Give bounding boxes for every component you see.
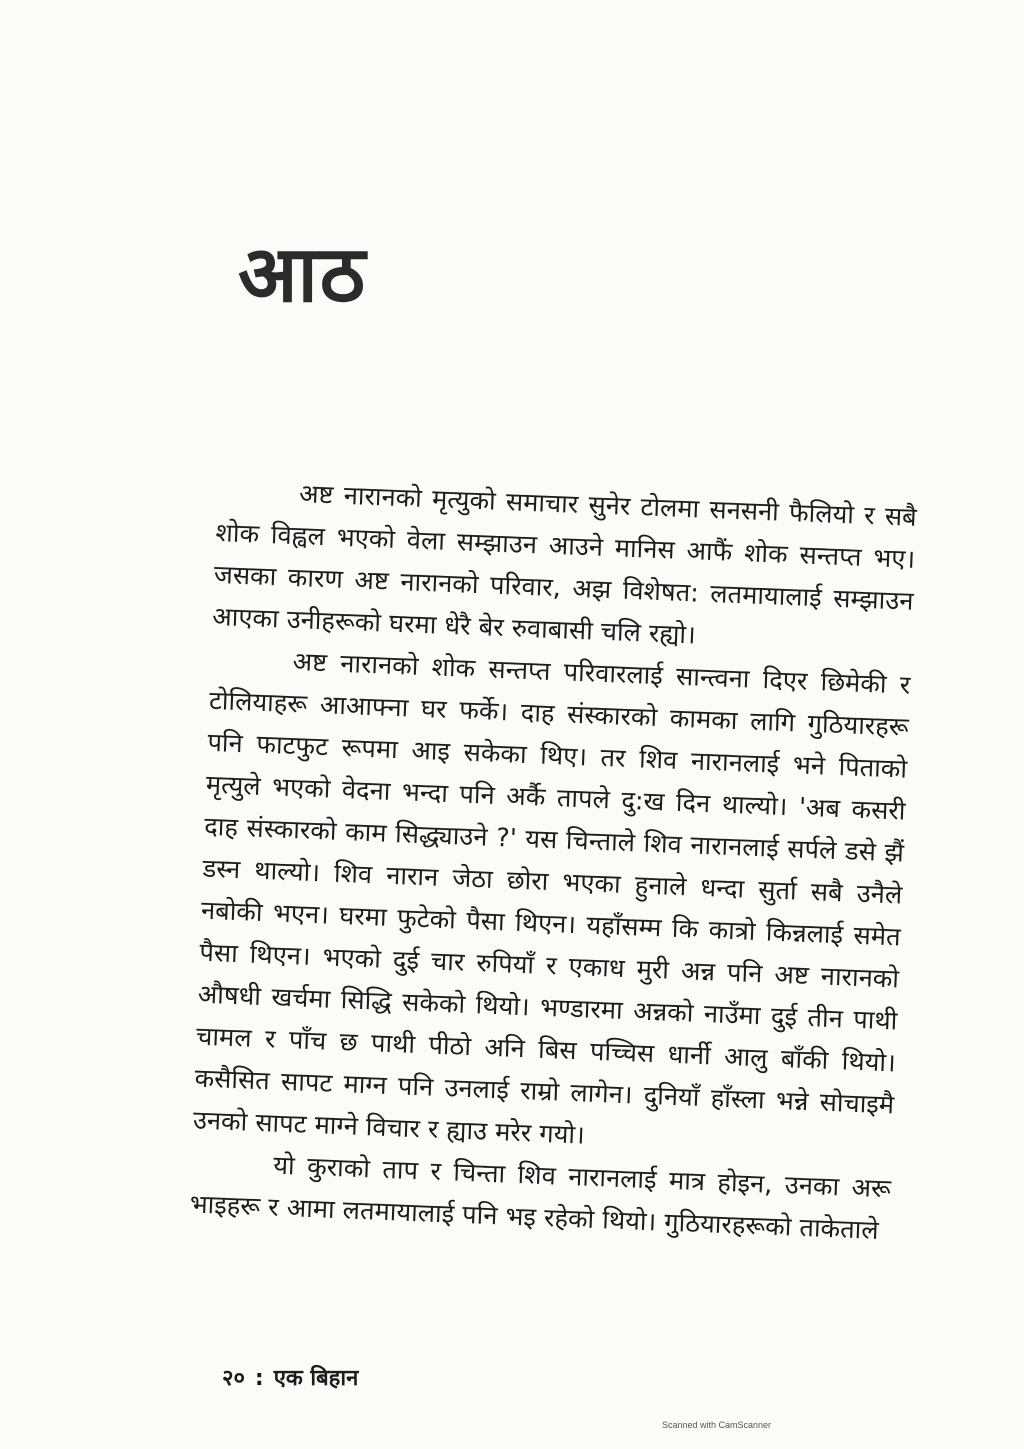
footer-separator: : (254, 1366, 264, 1391)
page-number: २० (222, 1366, 245, 1391)
chapter-title: आठ (238, 230, 368, 320)
book-title: एक बिहान (273, 1366, 359, 1391)
paragraph-3: यो कुराको ताप र चिन्ता शिव नारानलाई मात्र होइन, उनका अरू भाइहरू र आमा लतमायालाई पनि भइ रहेको थियो। गुठियारहरूको ताकेताले (189, 1150, 892, 1246)
paragraph-2: अष्ट नारानको शोक सन्तप्त परिवारलाई सान्त्वना दिएर छिमेकी र टोलियाहरू आआफ्ना घर फर्के। दाह संस्कारको कामका लागि गुठियारहरू पनि फाटफुट रूपमा आइ सकेका थिए। तर शिव नारानलाई भने पिताको मृत्युले भएको वेदना भन्दा पनि अर्कै तापले दु:ख दिन थाल्यो। 'अब कसरी दाह संस्कारको काम सिद्ध्याउने ?' यस चिन्ताले शिव नारानलाई सर्पले डसे झैं डस्न थाल्यो। शिव नारान जेठा छोरा भएका हुनाले धन्दा सुर्ता सबै उनैले नबोकी भएन। घरमा फुटेको पैसा थिएन। यहाँसम्म कि कात्रो किन्नलाई समेत पैसा थिएन। भएको दुई चार रुपियाँ र एकाध मुरी अन्न पनि अष्ट नारानको औषधी खर्चमा सिद्धि सकेको थियो। भण्डारमा अन्नको नाउँमा दुई तीन पाथी चामल र पाँच छ पाथी पीठो अनि बिस पच्चिस धार्नी आलु बाँकी थियो। कसैसित सापट माग्न पनि उनलाई राम्रो लागेन। दुनियाँ हाँस्ला भन्ने सोचाइमै उनको सापट माग्ने विचार र ह्याउ मरेर गयो। (192, 647, 911, 1151)
body-text (189, 470, 918, 1252)
paragraph-1: अष्ट नारानको मृत्युको समाचार सुनेर टोलमा सनसनी फैलियो र सबै शोक विह्वल भएको वेला सम्झाउन आउने मानिस आफैं शोक सन्तप्त भए। जसका कारण अष्ट नारानको परिवार, अझ विशेषत: लतमायालाई सम्झाउन आएका उनीहरूको घरमा धेरै बेर रुवाबासी चलि रह्यो। (211, 479, 918, 651)
scanner-watermark: Scanned with CamScanner (662, 1420, 772, 1430)
page-footer (222, 1362, 358, 1392)
